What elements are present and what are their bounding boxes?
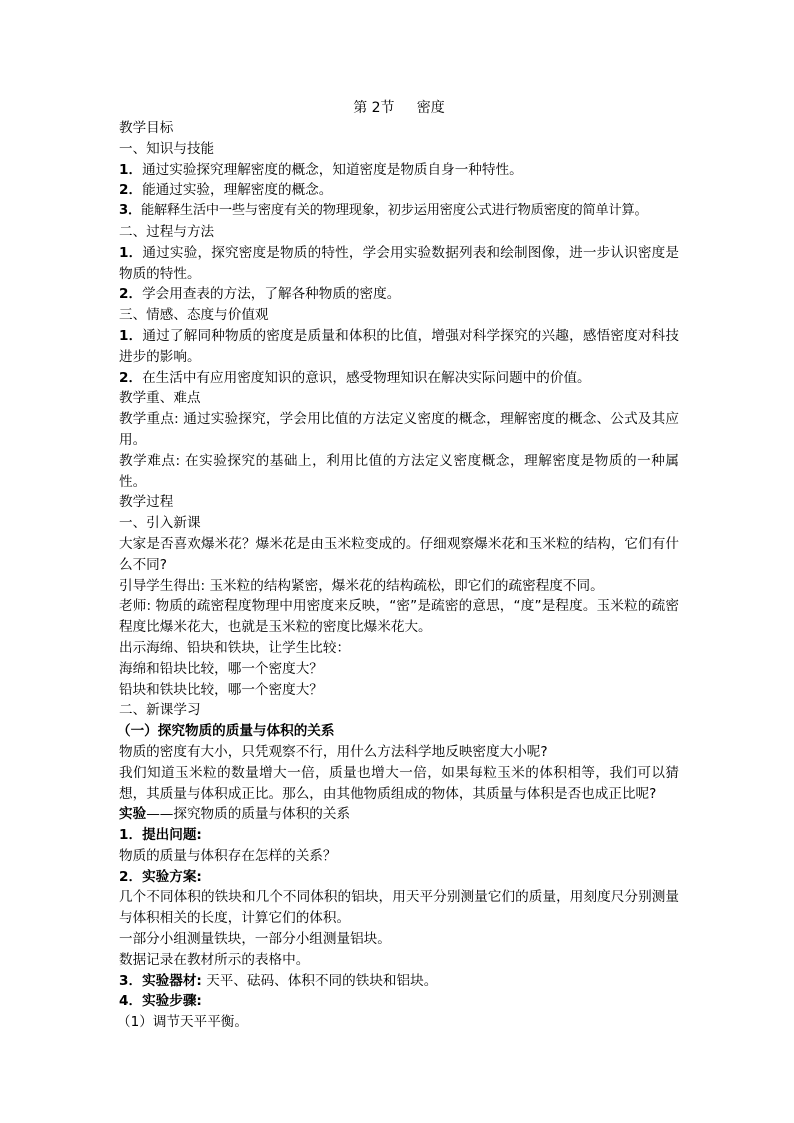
item-text: 能解释生活中一些与密度有关的物理现象，初步运用密度公式进行物质密度的简单计算。 (140, 203, 648, 219)
item-text: 实验方案: (142, 868, 202, 885)
heading-intro: 一、引入新课 (119, 515, 201, 532)
plan-record: 数据记录在教材所示的表格中。 (119, 951, 310, 968)
procedure-step-1: （1）调节天平平衡。 (117, 1014, 248, 1031)
process-item-2 (119, 284, 679, 305)
intro-paragraph-compare: 出示海绵、铅块和铁块，让学生比较： (119, 639, 351, 656)
heading-knowledge-skills: 一、知识与技能 (119, 140, 215, 157)
difficult-point: 教学难点: 在实验探究的基础上，利用比值的方法定义密度概念，理解密度是物质的一种属性。 (119, 452, 679, 490)
paragraph-corn-hypothesis: 我们知道玉米粒的数量增大一倍，质量也增大一倍，如果每粒玉米的体积相等，我们可以猜想，其质量与体积成正比。那么，由其他物质组成的物体，其质量与体积是否也成正比呢? (119, 764, 679, 802)
subheading-mass-volume: （一）探究物质的质量与体积的关系 (117, 723, 335, 740)
step-plan (119, 867, 679, 888)
item-number: 2． (119, 868, 143, 885)
document-page (119, 98, 679, 1033)
process-item-1 (119, 243, 679, 285)
experiment-title-text: ——探究物质的质量与体积的关系 (146, 806, 351, 823)
heading-process-methods: 二、过程与方法 (119, 223, 215, 240)
intro-paragraph-conclusion: 引导学生得出: 玉米粒的结构紧密，爆米花的结构疏松，即它们的疏密程度不同。 (119, 577, 604, 594)
item-text: 通过实验，探究密度是物质的特性，学会用实验数据列表和绘制图像，进一步认识密度是物质的特性。 (119, 244, 680, 282)
item-number: 3． (119, 972, 143, 989)
plan-text: 几个不同体积的铁块和几个不同体积的铝块，用天平分别测量它们的质量，用刻度尺分别测量与体积相关的长度，计算它们的体积。 (119, 889, 679, 927)
key-point: 教学重点: 通过实验探究，学会用比值的方法定义密度的概念，理解密度的概念、公式及其应用。 (119, 411, 679, 448)
item-number: 1． (119, 161, 143, 178)
experiment-label: 实验 (119, 806, 147, 823)
heading-new-lesson: 二、新课学习 (119, 702, 201, 719)
intro-paragraph-popcorn: 大家是否喜欢爆米花？爆米花是由玉米粒变成的。仔细观察爆米花和玉米粒的结构，它们有什么不同? (119, 535, 679, 573)
item-text: 学会用查表的方法，了解各种物质的密度。 (142, 286, 401, 303)
item-number: 1． (119, 327, 143, 344)
goal-item-1 (119, 160, 679, 181)
heading-teaching-goals: 教学目标 (119, 120, 174, 136)
item-number: 2． (119, 182, 143, 199)
document-title: 第 2节 密度 (353, 100, 445, 116)
item-text: 通过实验探究理解密度的概念，知道密度是物质自身一种特性。 (142, 161, 523, 178)
experiment-title (119, 804, 679, 825)
heading-emotion-values: 三、情感、态度与价值观 (119, 307, 269, 324)
emotion-item-1 (119, 326, 679, 368)
paragraph-density-question: 物质的密度有大小，只凭观察不行，用什么方法科学地反映密度大小呢? (119, 743, 548, 760)
step-equipment (119, 971, 679, 992)
goal-item-2 (119, 180, 679, 201)
item-text: 提出问题: (142, 827, 202, 844)
heading-key-difficult-points: 教学重、难点 (119, 390, 201, 407)
equipment-text: 天平、砝码、体积不同的铁块和铝块。 (201, 972, 438, 989)
item-text: 通过了解同种物质的密度是质量和体积的比值，增强对科学探究的兴趣，感悟密度对科技进步的影响。 (119, 327, 680, 365)
item-text: 实验步骤: (142, 993, 202, 1010)
heading-teaching-process: 教学过程 (119, 494, 174, 511)
goal-item-3 (119, 201, 679, 222)
item-number: 3． (119, 203, 141, 219)
item-number: 2． (119, 286, 143, 303)
step-procedure (119, 991, 679, 1012)
step-raise-question (119, 825, 679, 846)
question-sponge-lead: 海绵和铅块比较，哪一个密度大？ (119, 660, 323, 677)
question-lead-iron: 铅块和铁块比较，哪一个密度大？ (119, 681, 323, 698)
plan-groups: 一部分小组测量铁块，一部分小组测量铝块。 (119, 931, 391, 948)
item-number: 4． (119, 993, 143, 1010)
item-text: 在生活中有应用密度知识的意识，感受物理知识在解决实际问题中的价值。 (142, 369, 591, 386)
intro-paragraph-teacher: 老师: 物质的疏密程度物理中用密度来反映，“密”是疏密的意思，“度”是程度。玉米粒的疏密程度比爆米花大，也就是玉米粒的密度比爆米花大。 (119, 598, 679, 636)
emotion-item-2 (119, 368, 679, 389)
equipment-label: 实验器材: (142, 972, 202, 989)
item-number: 1． (119, 244, 143, 261)
item-number: 2． (119, 369, 143, 386)
item-number: 1． (119, 827, 143, 844)
question-text: 物质的质量与体积存在怎样的关系？ (119, 847, 337, 864)
item-text: 能通过实验，理解密度的概念。 (142, 182, 333, 199)
